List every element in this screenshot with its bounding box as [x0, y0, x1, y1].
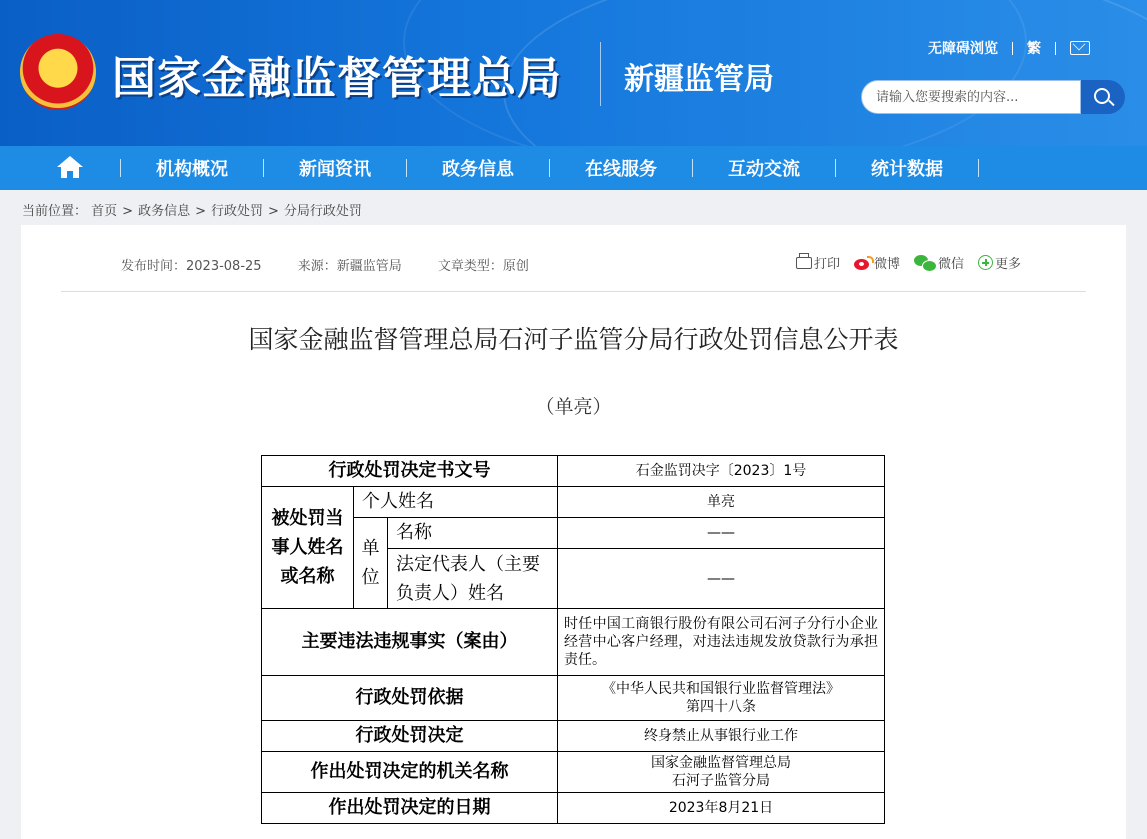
link-separator	[1055, 42, 1056, 55]
party-label: 被处罚当事人姓名或名称	[262, 487, 354, 609]
table-row	[262, 487, 885, 518]
doc-number-label: 行政处罚决定书文号	[262, 456, 558, 487]
breadcrumb-government-info[interactable]: 政务信息	[138, 204, 191, 219]
basis-line-2: 第四十八条	[686, 699, 756, 715]
search-icon	[1094, 88, 1110, 104]
basis-line-1: 《中华人民共和国银行业监督管理法》	[602, 681, 840, 697]
meta-divider	[61, 291, 1086, 292]
authority-line-1: 国家金融监督管理总局	[651, 755, 791, 771]
nav-item-news[interactable]: 新闻资讯	[299, 159, 371, 180]
accessibility-link[interactable]: 无障碍浏览	[928, 41, 998, 57]
print-button[interactable]	[796, 253, 840, 272]
legal-rep-label: 法定代表人（主要负责人）姓名	[388, 549, 558, 609]
more-share-button[interactable]	[978, 253, 1021, 272]
table-row	[262, 518, 885, 549]
decision-label: 行政处罚决定	[262, 721, 558, 752]
doc-number: 石金监罚决字〔2023〕1号	[558, 456, 885, 487]
wechat-label: 微信	[938, 257, 965, 272]
breadcrumb-home[interactable]: 首页	[91, 204, 118, 219]
table-row	[262, 793, 885, 824]
link-separator	[1012, 42, 1013, 55]
traditional-chinese-link[interactable]: 繁	[1027, 41, 1041, 57]
nav-item-interaction[interactable]: 互动交流	[728, 159, 800, 180]
top-links	[928, 38, 1090, 58]
date-label: 作出处罚决定的日期	[262, 793, 558, 824]
header-divider	[600, 42, 601, 106]
basis	[558, 676, 885, 721]
table-row	[262, 752, 885, 793]
plus-icon	[978, 255, 993, 270]
breadcrumb-separator: >	[122, 204, 134, 219]
breadcrumb-separator: >	[268, 204, 279, 219]
basis-label: 行政处罚依据	[262, 676, 558, 721]
weibo-icon	[854, 256, 872, 270]
table-row	[262, 676, 885, 721]
search-button[interactable]	[1081, 80, 1125, 114]
share-bar	[796, 253, 1035, 272]
wechat-icon	[914, 255, 936, 271]
print-label: 打印	[814, 257, 841, 272]
nav-item-statistics[interactable]: 统计数据	[871, 159, 943, 180]
authority-line-2: 石河子监管分局	[672, 773, 770, 789]
article-meta	[121, 255, 561, 274]
breadcrumb	[22, 200, 362, 219]
nav-item-about[interactable]: 机构概况	[156, 159, 228, 180]
publish-date: 发布时间：2023-08-25	[121, 259, 262, 274]
legal-rep: ——	[558, 549, 885, 609]
breadcrumb-branch-penalty[interactable]: 分局行政处罚	[283, 204, 362, 219]
article-type: 文章类型：原创	[437, 259, 529, 274]
article-title: 国家金融监督管理总局石河子监管分局行政处罚信息公开表	[248, 325, 899, 354]
article-source: 来源：新疆监管局	[297, 259, 402, 274]
mail-icon[interactable]	[1070, 41, 1090, 55]
decision: 终身禁止从事银行业工作	[558, 721, 885, 752]
breadcrumb-separator: >	[195, 204, 206, 219]
facts: 时任中国工商银行股份有限公司石河子分行小企业经营中心客户经理，对违法违规发放贷款行为承担责任。	[558, 609, 885, 676]
wechat-share-button[interactable]	[914, 253, 964, 272]
nav-separator	[978, 159, 979, 177]
search-input[interactable]	[861, 80, 1081, 114]
article-subtitle: （单亮）	[535, 396, 612, 418]
weibo-label: 微博	[874, 257, 901, 272]
search-icon-handle	[1108, 100, 1114, 106]
site-header	[0, 0, 1147, 146]
decision-date: 2023年8月21日	[558, 793, 885, 824]
breadcrumb-label: 当前位置：	[22, 204, 88, 219]
table-row	[262, 456, 885, 487]
facts-label: 主要违法违规事实（案由）	[262, 609, 558, 676]
authority	[558, 752, 885, 793]
nav-item-government-info[interactable]: 政务信息	[442, 159, 514, 180]
home-icon[interactable]	[0, 146, 120, 190]
authority-label: 作出处罚决定的机关名称	[262, 752, 558, 793]
person-name: 单亮	[558, 487, 885, 518]
penalty-table	[261, 455, 885, 824]
nav-item-online-service[interactable]: 在线服务	[585, 159, 657, 180]
person-name-label: 个人姓名	[354, 487, 558, 518]
more-label: 更多	[995, 257, 1022, 272]
search-box	[861, 80, 1125, 114]
branch-name[interactable]: 新疆监管局	[624, 62, 774, 97]
breadcrumb-penalty[interactable]: 行政处罚	[211, 204, 264, 219]
table-row	[262, 609, 885, 676]
unit-label: 单位	[354, 518, 388, 609]
article-card	[21, 225, 1126, 839]
main-nav	[0, 146, 1147, 190]
weibo-share-button[interactable]	[854, 253, 900, 272]
national-emblem-icon[interactable]: ★	[20, 34, 96, 110]
site-title[interactable]: 国家金融监督管理总局	[112, 53, 562, 104]
table-row	[262, 721, 885, 752]
unit-name: ——	[558, 518, 885, 549]
unit-name-label: 名称	[388, 518, 558, 549]
printer-icon	[796, 257, 812, 269]
